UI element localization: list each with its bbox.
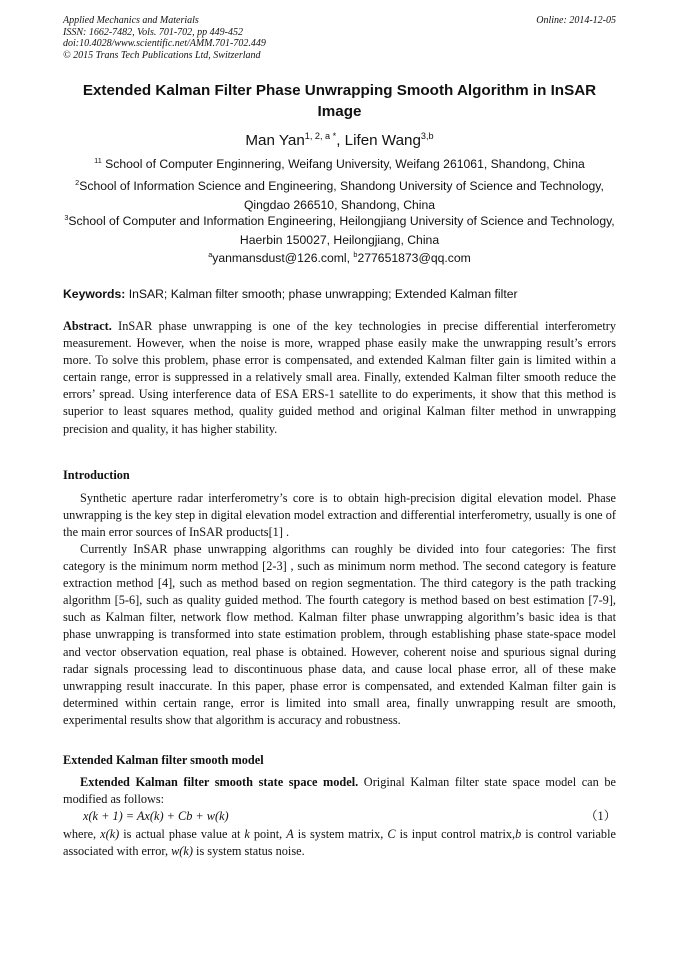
journal-name: Applied Mechanics and Materials: [63, 15, 199, 26]
variables-text: is system matrix,: [293, 827, 388, 841]
intro-paragraph-1: Synthetic aperture radar interferometry’s core is to obtain high-precision digital elevation model. Phase unwrapping is the key step in digital elevation model extraction and differential interferometry, usually is one of the main error sources of InSAR products[1] .: [63, 491, 616, 540]
math-variable: A: [286, 827, 294, 841]
journal-header: [63, 15, 616, 61]
variables-text: where,: [63, 827, 101, 841]
equation-1-line: [63, 808, 616, 826]
email-superscript: a: [208, 249, 213, 259]
variables-paragraph: [63, 826, 616, 860]
affiliation-superscript: 2: [75, 177, 80, 187]
email-superscript: b: [353, 249, 358, 259]
affiliation-text: School of Computer Enginnering, Weifang University, Weifang 261061, Shandong, China: [101, 157, 585, 171]
affiliation-superscript: 3: [64, 212, 69, 222]
keywords-label: Keywords:: [63, 287, 129, 301]
section-heading-introduction: Introduction: [63, 468, 130, 482]
email-line: [63, 250, 616, 267]
abstract-text: InSAR phase unwrapping is one of the key technologies in precise differential interferometry measurement. However, when the noise is more, wrapped phase easily make the unwrapping result’s errors more. To solve this problem, phase error is compensated, and extended Kalman filter gain is limited within a certain range, error is suppressed in a relatively small area. Finally, extended Kalman filter smooth reduce the errors’ spread. Using interference data of ESA ERS-1 satellite to do experiments, it show that this method is superior to least squares method, quality guided method and original Kalman filter method in unwrapping precision and quality, it has higher stability.: [63, 319, 616, 436]
state-equation: x(k + 1) = Ax(k) + Cb + w(k): [83, 809, 229, 823]
affiliation-1: [63, 155, 616, 174]
author-separator: ,: [336, 132, 345, 149]
paper-title: Extended Kalman Filter Phase Unwrapping Smooth Algorithm in InSAR Image: [82, 82, 597, 120]
author-line: [63, 131, 616, 151]
math-variable: C: [387, 827, 396, 841]
variables-text: is system status noise.: [192, 844, 305, 859]
variables-text: point,: [249, 827, 287, 841]
section-heading-ekf-model: Extended Kalman filter smooth model: [63, 753, 264, 767]
author-name: Man Yan: [245, 132, 305, 149]
author-superscript: 1, 2, a *: [304, 130, 337, 141]
affiliation-superscript: 11: [94, 155, 102, 165]
equation-number: （1）: [585, 809, 616, 823]
math-variable: w(k): [171, 844, 193, 859]
author-name: Lifen Wang: [344, 132, 421, 149]
online-date: Online: 2014-12-05: [536, 15, 616, 26]
math-variable: k: [244, 827, 250, 841]
ekf-paragraph-1: [63, 774, 616, 808]
affiliation-2: [63, 177, 616, 214]
issn-line: ISSN: 1662-7482, Vols. 701-702, pp 449-452: [63, 26, 243, 38]
variables-text: is actual phase value at: [119, 827, 245, 841]
math-variable: b: [515, 827, 522, 841]
abstract-paragraph: [63, 318, 616, 438]
copyright-line: © 2015 Trans Tech Publications Ltd, Switzerland: [63, 49, 261, 61]
abstract-label: Abstract.: [63, 319, 112, 333]
variables-text: is input control matrix,: [395, 827, 516, 841]
keywords-line: [63, 286, 616, 302]
variables-text: is control variable associated with error,: [63, 827, 616, 859]
math-variable: x(k): [100, 827, 120, 841]
ekf-paragraph-text: Original Kalman filter state space model can be modified as follows:: [63, 775, 616, 807]
affiliation-text: School of Computer and Information Engineering, Heilongjiang University of Science and Technology, Haerbin 150027, Heilongjiang, China: [68, 214, 615, 247]
affiliation-3: [63, 212, 616, 249]
subsection-heading: Extended Kalman filter smooth state space model.: [80, 775, 359, 789]
doi-line: doi:10.4028/www.scientific.net/AMM.701-702.449: [63, 38, 266, 49]
intro-paragraph-2: Currently InSAR phase unwrapping algorithms can roughly be divided into four categories: The first category is the minimum norm method [2-3] , such as minimum norm method. The second category is feature extraction method [4], such as method based on region segmentation. The third category is the path tracking algorithm [5-6], such as quality guided method. The fourth category is method based on best estimation [7-9], such as Kalman filter, network flow method. Kalman filter phase unwrapping algorithm’s basic idea is that phase unwrapping is transformed into state estimation problem, through establishing phase state-space model and vector observation equation, real phase is obtained. However, coherent noise and spurious signal during radar signals processing lead to discontinuous phase data, and cause local phase error, all of these make unwrapping result inaccurate. In this paper, phase error is compensated, and extended Kalman filter gain is determined within certain range, error is limited into small area, finally unwrapping result are smooth, experimental results show that algorithm is accuracy and robustness.: [63, 542, 616, 727]
keywords-text: InSAR; Kalman filter smooth; phase unwrapping; Extended Kalman filter: [128, 287, 518, 301]
email-address[interactable]: 277651873@qq.com: [357, 251, 471, 265]
email-address[interactable]: yanmansdust@126.coml,: [212, 251, 354, 265]
affiliation-text: School of Information Science and Engineering, Shandong University of Science and Technology, Qingdao 266510, Shandong, China: [79, 179, 604, 212]
author-superscript: 3,b: [420, 130, 434, 141]
